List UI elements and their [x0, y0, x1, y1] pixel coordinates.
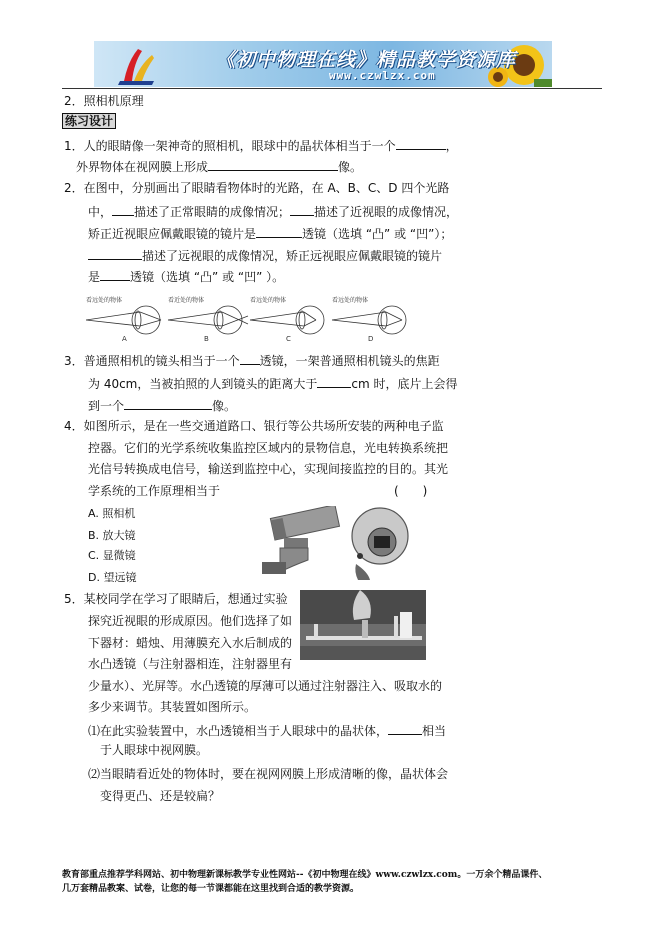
banner-title: 《初中物理在线》精品教学资源库	[216, 49, 517, 71]
surveillance-camera-box-image	[262, 506, 344, 576]
section-label: 练习设计	[62, 113, 116, 129]
answer-blank	[388, 722, 422, 735]
answer-blank	[240, 352, 260, 365]
q5-line-2: 探究近视眼的形成原因。他们选择了如	[88, 614, 293, 628]
answer-blank	[290, 203, 314, 216]
q4-line-3: 光信号转换成电信号，输送到监控中心，实现间接监控的目的。其光	[88, 462, 449, 476]
answer-blank	[256, 225, 302, 238]
q2-line-2: 中， 描述了正常眼睛的成像情况； 描述了近视眼的成像情况，	[88, 205, 459, 219]
answer-blank	[208, 158, 338, 171]
diagram-letter: A	[122, 335, 127, 343]
eye-diagram-b	[168, 296, 248, 343]
q4-line-2: 控器。它们的光学系统收集监控区域内的景物信息，光电转换系统把	[88, 441, 449, 455]
q4-option-a: A. 照相机	[88, 507, 136, 520]
logo-icon	[118, 49, 154, 85]
q4-line-1: 4．如图所示，是在一些交通道路口、银行等公共场所安装的两种电子监	[64, 419, 444, 433]
q4-option-d: D. 望远镜	[88, 571, 137, 584]
q4-option-c: C. 显微镜	[88, 549, 136, 562]
q2-line-3: 矫正近视眼应佩戴眼镜的镜片是 透镜（选填 “凸” 或 “凹”）；	[88, 227, 453, 241]
page-footer	[62, 868, 602, 896]
answer-blank	[396, 137, 446, 150]
q3-line-2: 为 40cm，当被拍照的人到镜头的距离大于 cm 时，底片上会得	[88, 377, 458, 391]
header-banner	[94, 41, 552, 87]
q5-sub1-line-2: 于人眼球中视网膜。	[100, 743, 209, 757]
experiment-setup-image	[300, 590, 426, 660]
q3-line-1: 3．普通照相机的镜头相当于一个 透镜，一架普通照相机镜头的焦距	[64, 354, 440, 368]
q4-answer-parens: ( )	[394, 484, 428, 498]
diagram-letter: C	[286, 335, 291, 343]
q4-option-b: B. 放大镜	[88, 529, 136, 542]
answer-blank	[112, 203, 134, 216]
q5-line-4: 水凸透镜（与注射器相连，注射器里有	[88, 657, 293, 671]
q1-line-2: 外界物体在视网膜上形成 像。	[76, 160, 363, 174]
q5-sub1-line-1: ⑴在此实验装置中，水凸透镜相当于人眼球中的晶状体， 相当	[88, 724, 447, 738]
diagram-caption: 看近处的物体	[168, 297, 205, 304]
q5-line-6: 多少来调节。其装置如图所示。	[88, 700, 257, 714]
eye-diagram-d	[332, 296, 406, 343]
q5-line-1: 5．某校同学在学习了眼睛后，想通过实验	[64, 592, 288, 606]
q2-line-4: 描述了远视眼的成像情况，矫正远视眼应佩戴眼镜的镜片	[88, 247, 442, 264]
diagram-letter: D	[368, 335, 374, 343]
q5-line-3: 下器材：蜡烛、用薄膜充入水后制成的	[88, 636, 293, 650]
eye-diagram-c	[250, 296, 324, 343]
q4-line-4: 学系统的工作原理相当于	[88, 484, 221, 498]
footer-line-2: 几万套精品教案、试卷，让您的每一节课都能在这里找到合适的教学资源。	[62, 884, 360, 894]
answer-blank	[317, 375, 351, 388]
q5-sub2-line-2: 变得更凸、还是较扁？	[100, 789, 221, 803]
q5-sub2-line-1: ⑵当眼睛看近处的物体时，要在视网网膜上形成清晰的像，晶状体会	[88, 767, 449, 781]
header-rule	[62, 88, 602, 89]
banner-url: www.czwlzx.com	[329, 69, 436, 82]
answer-blank	[124, 397, 212, 410]
diagram-caption: 看远处的物体	[332, 297, 369, 304]
diagram-caption: 看远处的物体	[250, 297, 287, 304]
q2-line-1: 2．在图中，分别画出了眼睛看物体时的光路，在 A、B、C、D 四个光路	[64, 181, 450, 195]
q1-line-1: 1．人的眼睛像一架神奇的照相机，眼球中的晶状体相当于一个 ，	[64, 139, 458, 153]
q2-line-5: 是 透镜（选填 “凸” 或 “凹” ）。	[88, 270, 285, 284]
answer-blank	[100, 268, 130, 281]
section-heading: 2．照相机原理	[64, 94, 144, 108]
surveillance-camera-dome-image	[348, 504, 412, 580]
diagram-letter: B	[204, 335, 209, 343]
q5-line-5: 少量水）、光屏等。水凸透镜的厚薄可以通过注射器注入、吸取水的	[88, 679, 443, 693]
answer-blank	[88, 247, 142, 260]
diagram-caption: 看远处的物体	[86, 297, 123, 304]
q3-line-3: 到一个 像。	[88, 399, 237, 413]
footer-line-1: 教育部重点推荐学科网站、初中物理新课标教学专业性网站--《初中物理在线》www.czwlzx.com。一万余个精品课件、	[62, 870, 548, 880]
eye-diagrams	[86, 294, 448, 344]
eye-diagram-a	[86, 296, 161, 343]
